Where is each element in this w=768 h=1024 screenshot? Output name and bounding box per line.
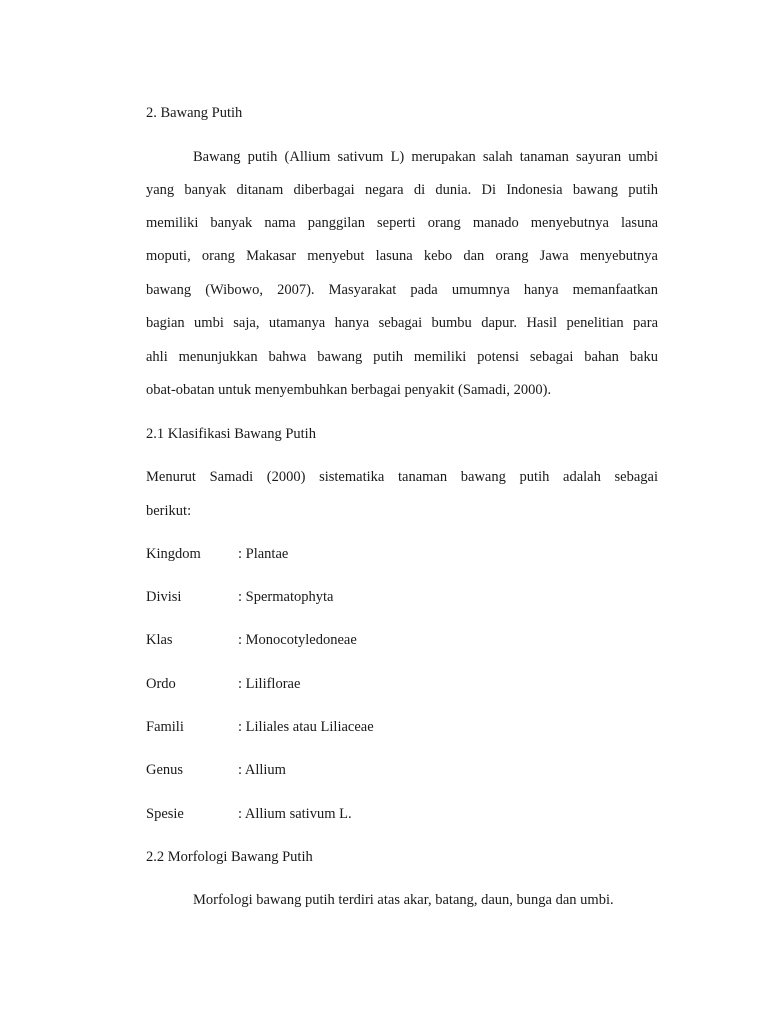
taxonomy-key: Klas: [146, 632, 173, 648]
taxonomy-key: Ordo: [146, 676, 176, 692]
paragraph-line: ahli menunjukkan bahwa bawang putih memiliki potensi sebagai bahan baku: [146, 349, 658, 365]
taxonomy-value: : Liliales atau Liliaceae: [238, 719, 374, 735]
section-heading-klasifikasi: 2.1 Klasifikasi Bawang Putih: [146, 426, 316, 442]
paragraph-line: yang banyak ditanam diberbagai negara di dunia. Di Indonesia bawang putih: [146, 182, 658, 198]
taxonomy-value: : Monocotyledoneae: [238, 632, 357, 648]
taxonomy-key: Famili: [146, 719, 184, 735]
taxonomy-value: : Allium: [238, 762, 286, 778]
paragraph-morfologi: Morfologi bawang putih terdiri atas akar, batang, daun, bunga dan umbi.: [193, 892, 614, 908]
section-heading-morfologi: 2.2 Morfologi Bawang Putih: [146, 849, 313, 865]
paragraph-line: Bawang putih (Allium sativum L) merupakan salah tanaman sayuran umbi: [193, 149, 658, 165]
paragraph-line: moputi, orang Makasar menyebut lasuna kebo dan orang Jawa menyebutnya: [146, 248, 658, 264]
taxonomy-key: Divisi: [146, 589, 182, 605]
taxonomy-key: Genus: [146, 762, 184, 778]
paragraph-line: Menurut Samadi (2000) sistematika tanaman bawang putih adalah sebagai: [146, 469, 658, 485]
taxonomy-value: : Liliflorae: [238, 676, 301, 692]
taxonomy-value: : Spermatophyta: [238, 589, 334, 605]
paragraph-line: bawang (Wibowo, 2007). Masyarakat pada umumnya hanya memanfaatkan: [146, 282, 658, 298]
paragraph-line: bagian umbi saja, utamanya hanya sebagai bumbu dapur. Hasil penelitian para: [146, 315, 658, 331]
section-heading-bawang-putih: 2. Bawang Putih: [146, 105, 243, 121]
taxonomy-key: Spesie: [146, 806, 184, 822]
paragraph-line: berikut:: [146, 503, 192, 519]
taxonomy-value: : Plantae: [238, 546, 289, 562]
taxonomy-key: Kingdom: [146, 546, 201, 562]
paragraph-line: obat-obatan untuk menyembuhkan berbagai penyakit (Samadi, 2000).: [146, 382, 552, 398]
paragraph-line: memiliki banyak nama panggilan seperti orang manado menyebutnya lasuna: [146, 215, 658, 231]
taxonomy-value: : Allium sativum L.: [238, 806, 352, 822]
